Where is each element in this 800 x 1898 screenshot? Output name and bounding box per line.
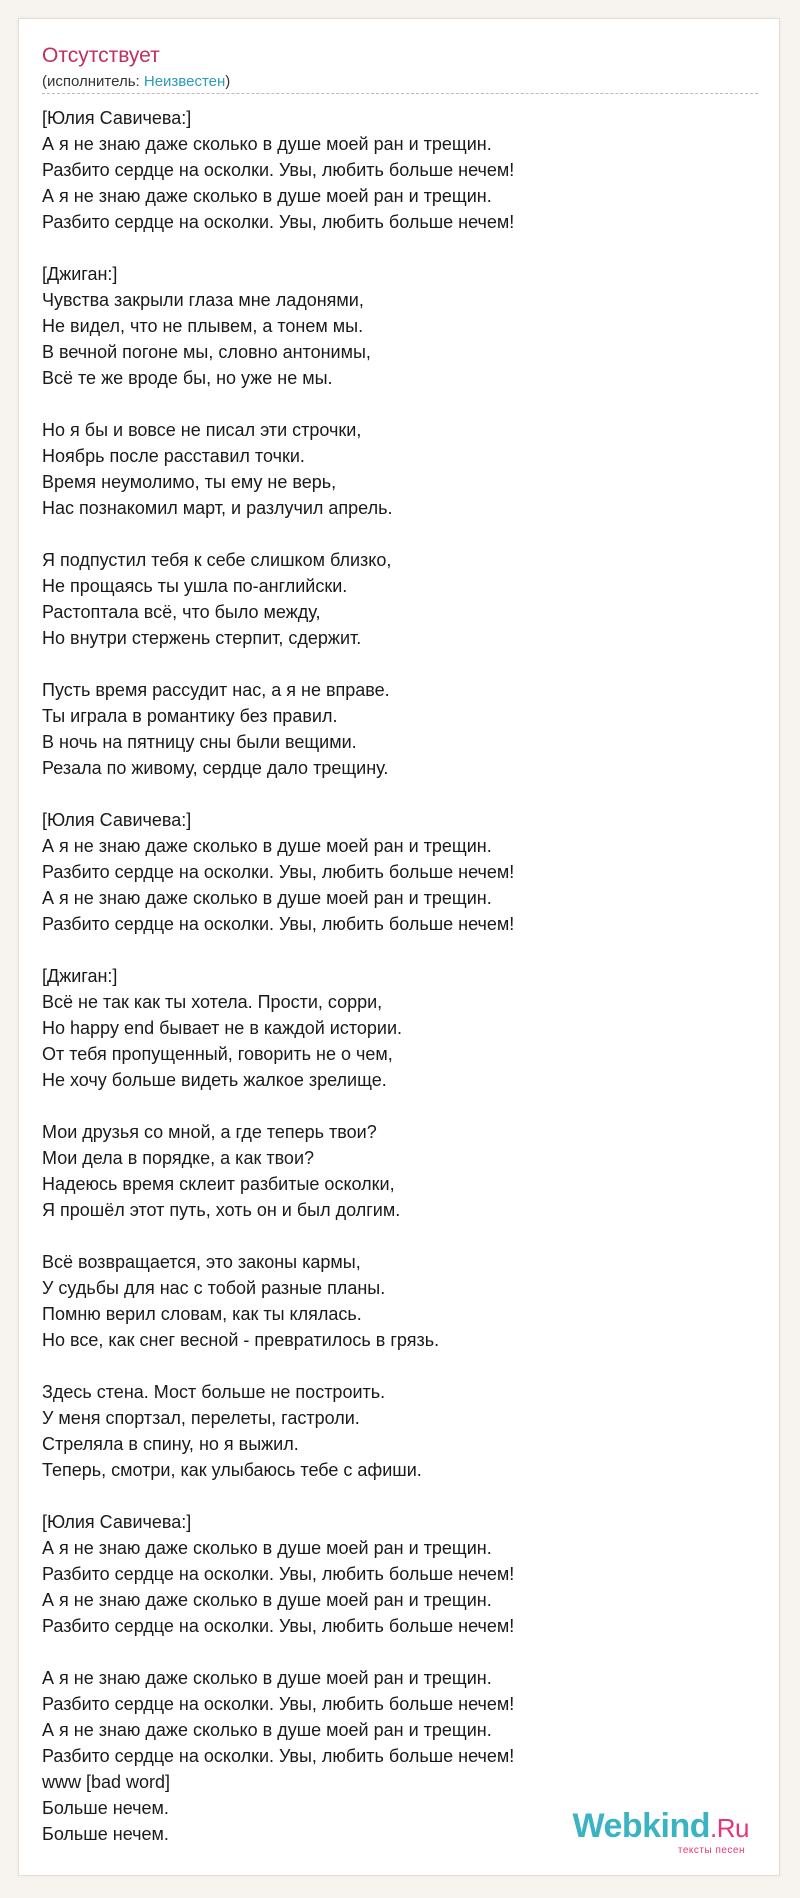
lyrics-line: Но внутри стержень стерпит, сдержит. <box>42 628 362 648</box>
lyrics-line: Мои дела в порядке, а как твои? <box>42 1148 315 1168</box>
lyrics-stanza <box>42 1379 758 1483</box>
lyrics-stanza <box>42 105 758 235</box>
lyrics-line: А я не знаю даже сколько в душе моей ран и трещин. <box>42 1668 492 1688</box>
logo-main-text: Webkind <box>572 1807 711 1845</box>
lyrics-stanza <box>42 677 758 781</box>
logo-tld-text: .Ru <box>710 1813 749 1843</box>
lyrics-line: [Джиган:] <box>42 966 118 986</box>
artist-prefix: (исполнитель: <box>42 73 144 90</box>
lyrics-line: Не видел, что не плывем, а тонем мы. <box>42 316 364 336</box>
lyrics-line: Надеюсь время склеит разбитые осколки, <box>42 1174 395 1194</box>
lyrics-line: Но happy end бывает не в каждой истории. <box>42 1018 402 1038</box>
lyrics-line: Но все, как снег весной - превратилось в грязь. <box>42 1330 440 1350</box>
lyrics-line: У судьбы для нас с тобой разные планы. <box>42 1278 386 1298</box>
lyrics-line: Чувства закрыли глаза мне ладонями, <box>42 290 364 310</box>
lyrics-line: Помню верил словам, как ты клялась. <box>42 1304 362 1324</box>
lyrics-line: Разбито сердце на осколки. Увы, любить больше нечем! <box>42 160 515 180</box>
lyrics-line: А я не знаю даже сколько в душе моей ран и трещин. <box>42 1590 492 1610</box>
lyrics-line: Резала по живому, сердце дало трещину. <box>42 758 389 778</box>
lyrics-line: В ночь на пятницу сны были вещими. <box>42 732 357 752</box>
page-container <box>18 18 780 1876</box>
lyrics-line: Не прощаясь ты ушла по-английски. <box>42 576 348 596</box>
lyrics-line: Растоптала всё, что было между, <box>42 602 321 622</box>
lyrics-stanza <box>42 547 758 651</box>
lyrics-line: От тебя пропущенный, говорить не о чем, <box>42 1044 393 1064</box>
artist-link[interactable]: Неизвестен <box>143 73 226 90</box>
lyrics-body <box>42 105 758 1847</box>
lyrics-line: Время неумолимо, ты ему не верь, <box>42 472 337 492</box>
lyrics-line: Здесь стена. Мост больше не построить. <box>42 1382 386 1402</box>
logo-wordmark <box>572 1807 749 1846</box>
lyrics-line: Ты играла в романтику без правил. <box>42 706 338 726</box>
lyrics-line: В вечной погоне мы, словно антонимы, <box>42 342 371 362</box>
lyrics-line: www [bad word] <box>42 1772 171 1792</box>
lyrics-stanza <box>42 1119 758 1223</box>
lyrics-line: Больше нечем. <box>42 1824 169 1844</box>
lyrics-line: А я не знаю даже сколько в душе моей ран и трещин. <box>42 1538 492 1558</box>
lyrics-stanza <box>42 417 758 521</box>
lyrics-line: Теперь, смотри, как улыбаюсь тебе с афиши. <box>42 1460 422 1480</box>
lyrics-line: Разбито сердце на осколки. Увы, любить больше нечем! <box>42 914 515 934</box>
lyrics-line: Разбито сердце на осколки. Увы, любить больше нечем! <box>42 1616 515 1636</box>
lyrics-line: Мои друзья со мной, а где теперь твои? <box>42 1122 377 1142</box>
lyrics-stanza <box>42 261 758 391</box>
lyrics-line: А я не знаю даже сколько в душе моей ран и трещин. <box>42 888 492 908</box>
lyrics-line: Разбито сердце на осколки. Увы, любить больше нечем! <box>42 1746 515 1766</box>
lyrics-line: Разбито сердце на осколки. Увы, любить больше нечем! <box>42 212 515 232</box>
lyrics-line: Не хочу больше видеть жалкое зрелище. <box>42 1070 387 1090</box>
lyrics-line: А я не знаю даже сколько в душе моей ран и трещин. <box>42 1720 492 1740</box>
lyrics-stanza <box>42 807 758 937</box>
lyrics-line: Всё не так как ты хотела. Прости, сорри, <box>42 992 383 1012</box>
song-title: Отсутствует <box>42 44 160 67</box>
lyrics-line: А я не знаю даже сколько в душе моей ран и трещин. <box>42 134 492 154</box>
lyrics-line: Я прошёл этот путь, хоть он и был долгим. <box>42 1200 401 1220</box>
artist-line <box>42 73 230 90</box>
lyrics-line: Но я бы и вовсе не писал эти строчки, <box>42 420 362 440</box>
lyrics-line: Всё те же вроде бы, но уже не мы. <box>42 368 333 388</box>
lyrics-line: Ноябрь после расставил точки. <box>42 446 305 466</box>
lyrics-stanza <box>42 1509 758 1639</box>
lyrics-line: Разбито сердце на осколки. Увы, любить больше нечем! <box>42 862 515 882</box>
lyrics-line: Всё возвращается, это законы кармы, <box>42 1252 361 1272</box>
lyrics-line: У меня спортзал, перелеты, гастроли. <box>42 1408 360 1428</box>
lyrics-line: Разбито сердце на осколки. Увы, любить больше нечем! <box>42 1564 515 1584</box>
lyrics-line: А я не знаю даже сколько в душе моей ран и трещин. <box>42 186 492 206</box>
logo-tagline: тексты песен <box>677 1845 745 1856</box>
lyrics-line: [Юлия Савичева:] <box>42 1512 192 1532</box>
lyrics-line: [Юлия Савичева:] <box>42 810 192 830</box>
lyrics-line: [Джиган:] <box>42 264 118 284</box>
lyrics-line: Нас познакомил март, и разлучил апрель. <box>42 498 393 518</box>
lyrics-line: Я подпустил тебя к себе слишком близко, <box>42 550 392 570</box>
lyrics-line: [Юлия Савичева:] <box>42 108 192 128</box>
lyrics-line: Стреляла в спину, но я выжил. <box>42 1434 299 1454</box>
lyrics-stanza <box>42 1249 758 1353</box>
lyrics-line: Больше нечем. <box>42 1798 169 1818</box>
header-divider <box>42 93 758 94</box>
site-logo[interactable] <box>549 1807 749 1857</box>
artist-suffix: ) <box>225 73 231 90</box>
lyrics-line: Разбито сердце на осколки. Увы, любить больше нечем! <box>42 1694 515 1714</box>
lyrics-line: Пусть время рассудит нас, а я не вправе. <box>42 680 390 700</box>
lyrics-line: А я не знаю даже сколько в душе моей ран и трещин. <box>42 836 492 856</box>
lyrics-stanza <box>42 963 758 1093</box>
